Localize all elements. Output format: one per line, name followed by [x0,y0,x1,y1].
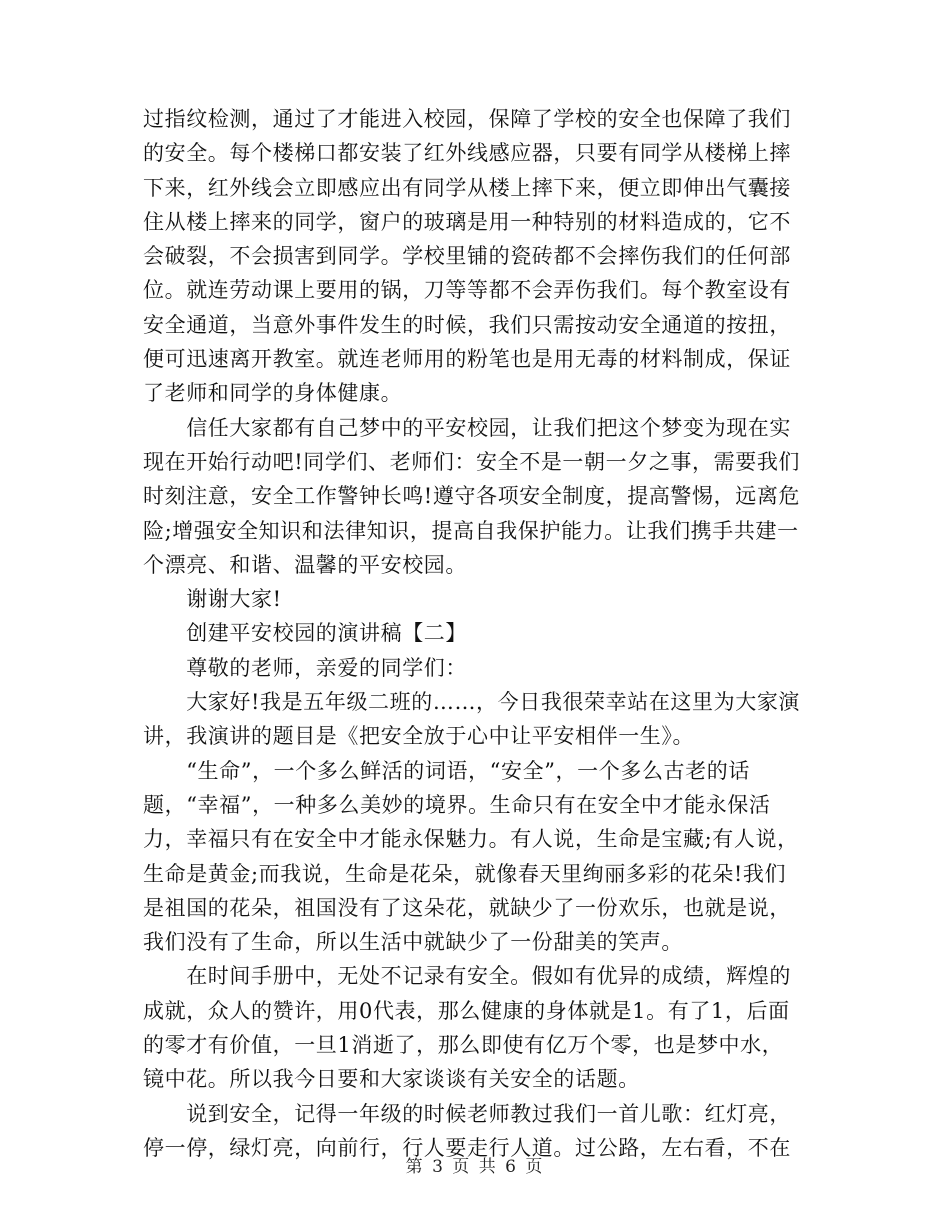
text-line: 的零才有价值，一旦1消逝了，那么即使有亿万个零，也是梦中水， [143,1033,784,1058]
section-heading: 创建平安校园的演讲稿【二】 [143,621,467,646]
text-line: 讲，我演讲的题目是《把安全放于心中让平安相伴一生》。 [143,724,695,749]
text-line: 停一停，绿灯亮，向前行，行人要走行人道。过公路，左右看，不在 [143,1135,791,1160]
page-footer: 第 3 页 共 6 页 [405,1157,545,1177]
text-line: 成就，众人的赞许，用0代表，那么健康的身体就是1。有了1，后面 [143,998,790,1023]
text-line: 是祖国的花朵，祖国没有了这朵花，就缺少了一份欢乐，也就是说， [143,895,791,920]
text-line: 了老师和同学的身体健康。 [143,381,403,406]
text-line: 住从楼上摔来的同学，窗户的玻璃是用一种特别的材料造成的，它不 [143,209,791,234]
text-line: 现在开始行动吧!同学们、老师们：安全不是一朝一夕之事，需要我们 [143,449,801,474]
text-line: 的安全。每个楼梯口都安装了红外线感应器，只要有同学从楼梯上摔 [143,141,791,166]
text-line: 镜中花。所以我今日要和大家谈谈有关安全的话题。 [143,1067,640,1092]
text-line: 个漂亮、和谐、温馨的平安校园。 [143,552,467,577]
text-line: 时刻注意，安全工作警钟长鸣!遵守各项安全制度，提高警惕，远离危 [143,484,801,509]
text-line: 安全通道，当意外事件发生的时候，我们只需按动安全通道的按扭， [143,312,791,337]
text-line: 险;增强安全知识和法律知识，提高自我保护能力。让我们携手共建一 [143,518,799,543]
text-line: 说到安全，记得一年级的时候老师教过我们一首儿歌：红灯亮， [143,1101,791,1126]
text-line: 大家好!我是五年级二班的……，今日我很荣幸站在这里为大家演 [143,690,801,715]
body-text [143,102,813,1165]
text-line: 尊敬的老师，亲爱的同学们： [143,655,467,680]
text-line: 生命是黄金;而我说，生命是花朵，就像春天里绚丽多彩的花朵!我们 [143,861,787,886]
text-line: 题，“幸福”，一种多么美妙的境界。生命只有在安全中才能永保活 [143,792,771,817]
text-line: 信任大家都有自己梦中的平安校园，让我们把这个梦变为现在实 [143,415,791,440]
text-line: “生命”，一个多么鲜活的词语，“安全”，一个多么古老的话 [143,758,750,783]
text-line: 力，幸福只有在安全中才能永保魅力。有人说，生命是宝藏;有人说， [143,827,799,852]
text-line: 便可迅速离开教室。就连老师用的粉笔也是用无毒的材料制成，保证 [143,347,791,372]
text-line: 谢谢大家! [143,587,282,612]
text-line: 我们没有了生命，所以生活中就缺少了一份甜美的笑声。 [143,930,683,955]
text-line: 位。就连劳动课上要用的锅，刀等等都不会弄伤我们。每个教室设有 [143,278,791,303]
text-line: 下来，红外线会立即感应出有同学从楼上摔下来，便立即伸出气囊接 [143,175,791,200]
text-line: 在时间手册中，无处不记录有安全。假如有优异的成绩，辉煌的 [143,964,791,989]
text-line: 会破裂，不会损害到同学。学校里铺的瓷砖都不会摔伤我们的任何部 [143,244,791,269]
text-line: 过指纹检测，通过了才能进入校园，保障了学校的安全也保障了我们 [143,107,791,131]
